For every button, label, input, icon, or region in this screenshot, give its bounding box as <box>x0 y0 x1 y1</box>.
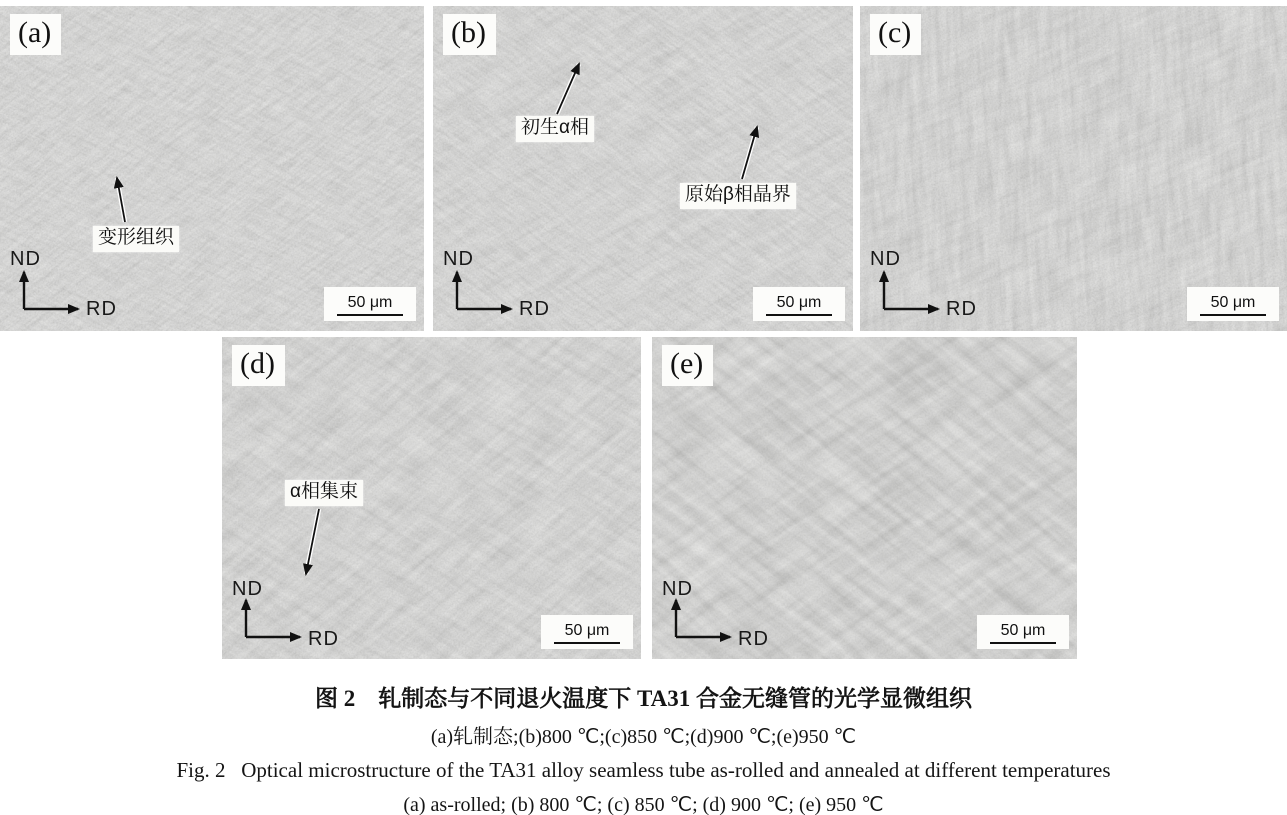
scale-bar-label: 50 μm <box>1210 293 1256 311</box>
caption-zh-title: 图 2 轧制态与不同退火温度下 TA31 合金无缝管的光学显微组织 <box>315 686 972 711</box>
micrograph-texture-c <box>860 6 1287 331</box>
rd-axis-label: RD <box>946 298 977 320</box>
caption-zh-subtitle: (a)轧制态;(b)800 ℃;(c)850 ℃;(d)900 ℃;(e)950 ℃ <box>430 726 857 748</box>
scale-bar-label: 50 μm <box>776 293 822 311</box>
panel-label: (b) <box>443 14 496 55</box>
scale-bar <box>977 615 1069 649</box>
rd-axis-label: RD <box>519 298 550 320</box>
panel-label: (a) <box>10 14 61 55</box>
scale-bar <box>1187 287 1279 321</box>
scale-bar-line <box>990 642 1056 644</box>
nd-axis-label: ND <box>443 248 474 270</box>
scale-bar-line <box>554 642 620 644</box>
scale-bar-label: 50 μm <box>347 293 393 311</box>
rd-axis-label: RD <box>738 628 769 650</box>
rd-axis-label: RD <box>308 628 339 650</box>
micrograph-texture-b <box>433 6 853 331</box>
nd-axis-label: ND <box>232 578 263 600</box>
nd-axis-label: ND <box>10 248 41 270</box>
annotation-alpha-colony: α相集束 <box>285 480 363 506</box>
micrograph-panel-e <box>652 337 1077 659</box>
rd-axis-label: RD <box>86 298 117 320</box>
scale-bar-line <box>766 314 832 316</box>
scale-bar-label: 50 μm <box>564 621 610 639</box>
panel-label: (d) <box>232 345 285 386</box>
panel-label: (e) <box>662 345 713 386</box>
annotation-deformed-structure: 变形组织 <box>93 226 179 252</box>
micrograph-texture-a <box>0 6 424 331</box>
scale-bar <box>753 287 845 321</box>
panel-label: (c) <box>870 14 921 55</box>
nd-axis-label: ND <box>870 248 901 270</box>
micrograph-texture-e <box>652 337 1077 659</box>
caption-en-subtitle: (a) as-rolled; (b) 800 ℃; (c) 850 ℃; (d) 900 ℃; (e) 950 ℃ <box>403 794 884 815</box>
micrograph-panel-d <box>222 337 641 659</box>
annotation-prior-beta-grain-boundary: 原始β相晶界 <box>680 183 796 209</box>
scale-bar-label: 50 μm <box>1000 621 1046 639</box>
annotation-primary-alpha-phase: 初生α相 <box>516 116 594 142</box>
caption-en-title: Fig. 2 Optical microstructure of the TA31 alloy seamless tube as-rolled and annealed at different temperatures <box>176 758 1111 782</box>
scale-bar-line <box>1200 314 1266 316</box>
nd-axis-label: ND <box>662 578 693 600</box>
scale-bar <box>541 615 633 649</box>
figure-caption <box>0 672 1287 815</box>
micrograph-panel-a <box>0 6 424 331</box>
micrograph-panel-c <box>860 6 1287 331</box>
scale-bar-line <box>337 314 403 316</box>
scale-bar <box>324 287 416 321</box>
micrograph-panel-b <box>433 6 853 331</box>
